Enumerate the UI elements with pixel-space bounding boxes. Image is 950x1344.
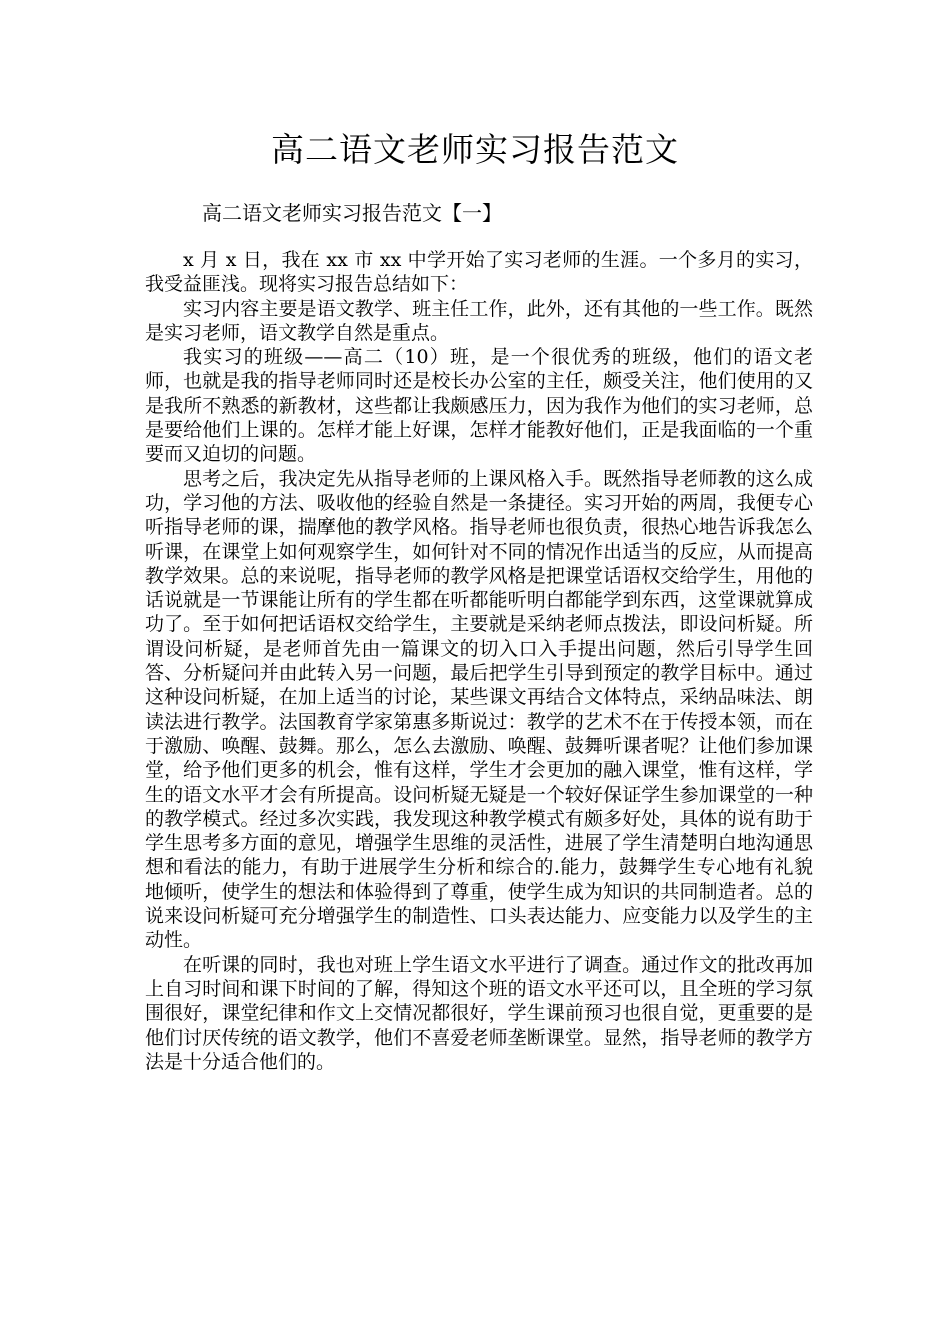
- document-body: [145, 248, 813, 1074]
- paragraph: 我实习的班级——高二（10）班，是一个很优秀的班级，他们的语文老师，也就是我的指导老师同时还是校长办公室的主任，颇受关注，他们使用的又是我所不熟悉的新教材，这些都让我颇感压力，因为我作为他们的实习老师，总是要给他们上课的。怎样才能上好课，怎样才能教好他们，正是我面临的一个重要而又迫切的问题。: [145, 346, 813, 466]
- paragraph: x 月 x 日，我在 xx 市 xx 中学开始了实习老师的生涯。一个多月的实习，我受益匪浅。现将实习报告总结如下：: [145, 249, 813, 296]
- paragraph: 实习内容主要是语文教学、班主任工作，此外，还有其他的一些工作。既然是实习老师，语文教学自然是重点。: [145, 297, 813, 344]
- paragraph: 在听课的同时，我也对班上学生语文水平进行了调查。通过作文的批改再加上自习时间和课下时间的了解，得知这个班的语文水平还可以，且全班的学习氛围很好，课堂纪律和作文上交情况都很好，学生课前预习也很自觉，更重要的是他们讨厌传统的语文教学，他们不喜爱老师垄断课堂。显然，指导老师的教学方法是十分适合他们的。: [145, 953, 813, 1073]
- document-subtitle: 高二语文老师实习报告范文【一】: [202, 201, 502, 225]
- paragraph: 思考之后，我决定先从指导老师的上课风格入手。既然指导老师教的这么成功，学习他的方法、吸收他的经验自然是一条捷径。实习开始的两周，我便专心听指导老师的课，揣摩他的教学风格。指导老师也很负责，很热心地告诉我怎么听课，在课堂上如何观察学生，如何针对不同的情况作出适当的反应，从而提高教学效果。总的来说呢，指导老师的教学风格是把课堂话语权交给学生，用他的话说就是一节课能让所有的学生都在听都能听明白都能学到东西，这堂课就算成功了。至于如何把话语权交给学生，主要就是采纳老师点拨法，即设问析疑。所谓设问析疑，是老师首先由一篇课文的切入口入手提出问题，然后引导学生回答、分析疑问并由此转入另一问题，最后把学生引导到预定的教学目标中。通过这种设问析疑，在加上适当的讨论，某些课文再结合文体特点，采纳品味法、朗读法进行教学。法国教育学家第惠多斯说过：教学的艺术不在于传授本领，而在于激励、唤醒、鼓舞。那么，怎么去激励、唤醒、鼓舞听课者呢？让他们参加课堂，给予他们更多的机会，惟有这样，学生才会更加的融入课堂，惟有这样，学生的语文水平才会有所提高。设问析疑无疑是一个较好保证学生参加课堂的一种的教学模式。经过多次实践，我发现这种教学模式有颇多好处，具体的说有助于学生思考多方面的意见，增强学生思维的灵活性，进展了学生清楚明白地沟通思想和看法的能力，有助于进展学生分析和综合的.能力，鼓舞学生专心地有礼貌地倾听，使学生的想法和体验得到了尊重，使学生成为知识的共同制造者。总的说来设问析疑可充分增强学生的制造性、口头表达能力、应变能力以及学生的主动性。: [145, 467, 813, 952]
- document-title: 高二语文老师实习报告范文: [271, 130, 679, 169]
